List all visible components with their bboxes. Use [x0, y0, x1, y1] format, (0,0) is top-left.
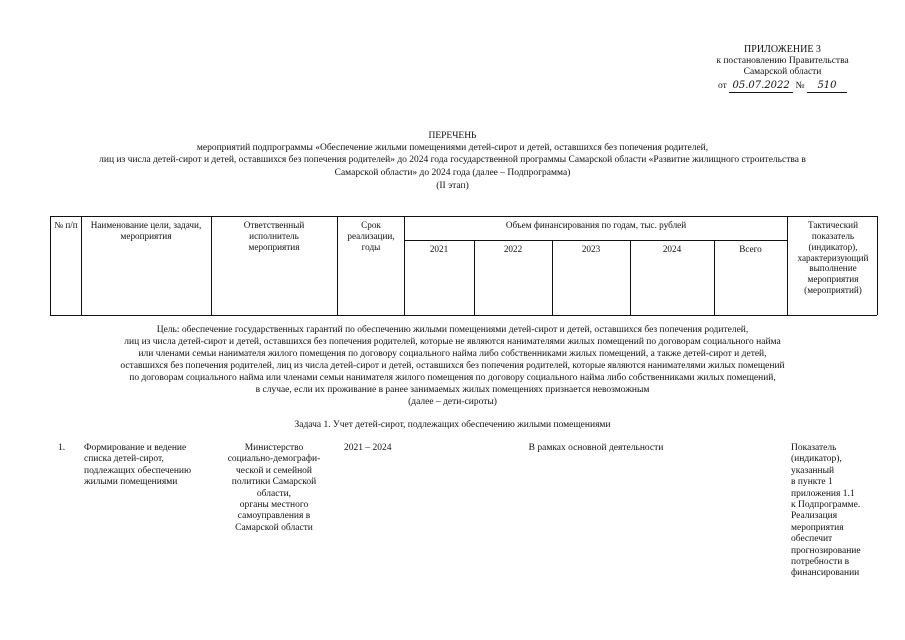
table-col-divider	[404, 216, 405, 315]
row-indicator-line: к Подпрограмме.	[791, 499, 861, 510]
table-left-border	[50, 216, 51, 315]
row-indicator-line: обеспечит	[791, 534, 833, 545]
row-name-line: подлежащих обеспечению	[84, 465, 192, 476]
appendix-line1: к постановлению Правительства	[716, 56, 849, 66]
task-title: Задача 1. Учет детей-сирот, подлежащих обеспечению жилыми помещениями	[294, 420, 611, 430]
row-executor-line: области,	[256, 488, 292, 499]
header-year-2023: 2023	[581, 244, 601, 254]
row-executor-line: Министерство	[244, 443, 304, 453]
table-top-border	[50, 216, 877, 217]
row-indicator-line: финансировании	[791, 568, 860, 579]
header-col-indicator: Тактический показатель (индикатор), характеризующий выполнение мероприятия (мероприятий)	[797, 220, 869, 296]
row-name	[84, 443, 214, 489]
row-indicator-line: потребности в	[791, 556, 850, 567]
appendix-block	[690, 44, 875, 93]
header-col-name: Наименование цели, задачи, мероприятия	[90, 220, 202, 241]
goal-line1: Цель: обеспечение государственных гарантий по обеспечению жилыми помещениями детей-сирот и детей, оставшихся без попечения родителей,	[156, 325, 749, 335]
table-col-divider	[337, 216, 338, 315]
header-year-2024: 2024	[662, 244, 682, 254]
row-indicator-line: указанный	[791, 465, 835, 476]
row-term: 2021 – 2024	[344, 443, 392, 453]
heading-title: ПЕРЕЧЕНЬ	[428, 131, 477, 141]
row-executor	[214, 443, 334, 534]
row-executor-line: самоуправления в	[237, 511, 311, 522]
row-number: 1.	[58, 443, 66, 453]
appendix-number: 510	[807, 80, 847, 93]
header-total: Всего	[739, 244, 762, 254]
goal-line6: в случае, если их проживание в ранее занимаемых жилых помещениях признается невозможным	[255, 385, 650, 395]
row-executor-line: социально-демографи-	[227, 454, 321, 465]
appendix-date-prefix: от	[718, 80, 727, 91]
appendix-date-line	[690, 80, 875, 93]
row-indicator-line: приложения 1.1	[791, 488, 855, 499]
row-indicator-line: Реализация	[791, 511, 838, 522]
table-bottom-border	[50, 315, 877, 316]
heading-line3: Самарской области» до 2024 года (далее – Подпрограмма)	[334, 168, 571, 178]
header-col-term: Срок реализации, годы	[347, 220, 395, 252]
goal-line4: оставшихся без попечения родителей, лиц из числа детей-сирот и детей, оставшихся без попечения родителей, которые являются нанимателями жилых помещений	[120, 361, 785, 371]
table-col-divider	[81, 216, 82, 315]
table-right-border	[877, 216, 878, 315]
goal-line3: или членами семьи нанимателя жилого помещения по договору социального найма либо собственниками жилых помещений, а также детей-сирот и детей,	[138, 349, 767, 359]
table-col-divider	[211, 216, 212, 315]
header-col-num: № п/п	[54, 220, 78, 230]
row-executor-line: органы местного	[239, 499, 309, 510]
header-year-2021: 2021	[429, 244, 449, 254]
row-financing: В рамках основной деятельности	[528, 443, 664, 453]
row-executor-line: Самарской области	[235, 522, 313, 533]
row-indicator-line: прогнозирование	[791, 545, 861, 556]
row-name-line: списка детей-сирот,	[84, 454, 164, 465]
appendix-title: ПРИЛОЖЕНИЕ 3	[744, 44, 821, 55]
appendix-line2: Самарской области	[743, 67, 822, 78]
header-col-exec: Ответственный исполнитель мероприятия	[243, 220, 305, 252]
header-col-fin: Объем финансирования по годам, тыс. рублей	[505, 220, 687, 230]
heading-line1: мероприятий подпрограммы «Обеспечение жильми помещениями детей-сирот и детей, оставшихся без попечения родителей,	[196, 143, 709, 153]
row-indicator-line: в пункте 1	[791, 477, 833, 488]
row-executor-line: ческой и семейной	[235, 465, 313, 476]
appendix-number-prefix: №	[795, 80, 805, 91]
row-indicator-line: (индикатор),	[791, 454, 842, 465]
row-indicator-line: Показатель	[791, 443, 837, 453]
row-executor-line: политики Самарской	[231, 477, 317, 488]
header-year-2022: 2022	[503, 244, 523, 254]
appendix-date: 05.07.2022	[729, 80, 793, 93]
goal-line7: (далее – дети-сироты)	[408, 397, 497, 407]
goal-line5: по договорам социального найма или членами семьи нанимателя жилого помещения по договору социального найма либо собственниками жилых помещений,	[129, 373, 776, 383]
table-years-divider	[404, 240, 787, 241]
heading-line4: (II этап)	[436, 181, 469, 191]
row-indicator-line: мероприятия	[791, 522, 844, 533]
row-name-line: Формирование и ведение	[84, 443, 187, 453]
row-name-line: жилыми помещениями	[84, 477, 178, 488]
heading-line2: лиц из числа детей-сирот и детей, оставшихся без попечения родителей» до 2024 года государственной программы Самарской области «Развитие жилищного строительства в	[99, 155, 806, 165]
row-indicator	[791, 443, 881, 580]
goal-line2: лиц из числа детей-сирот и детей, оставшихся без попечения родителей, которые не являются нанимателями жилых помещений по договорам социального найма	[124, 337, 781, 347]
table-col-divider	[787, 216, 788, 315]
